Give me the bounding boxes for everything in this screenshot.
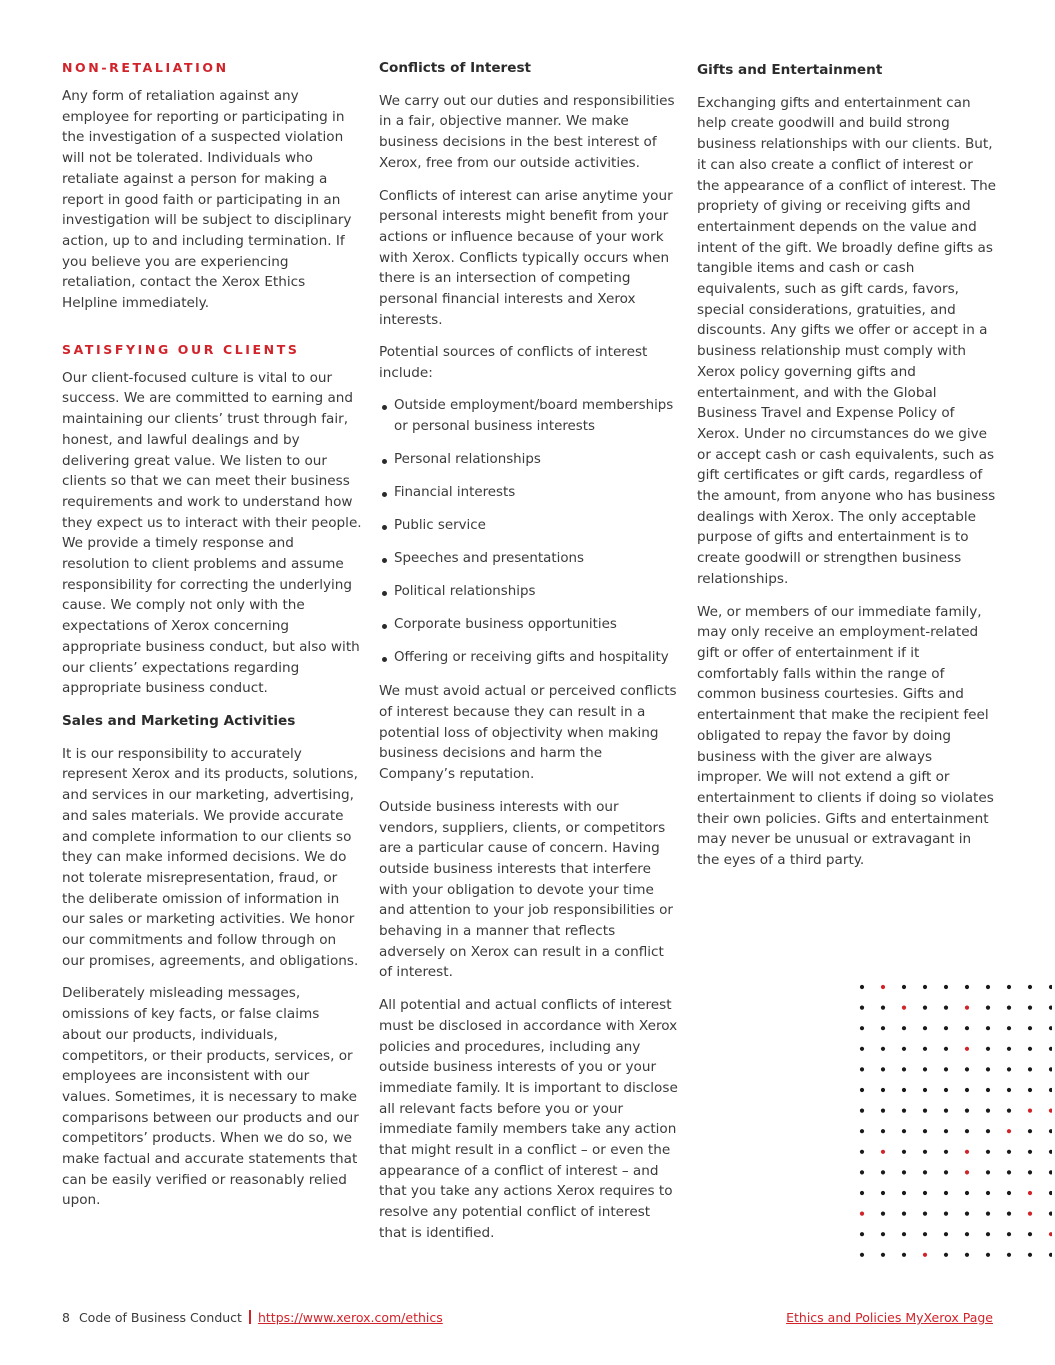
- dark-dot: [965, 1212, 969, 1216]
- dark-dot: [1049, 1067, 1052, 1071]
- dark-dot: [986, 1006, 990, 1010]
- dark-dot: [1028, 1129, 1032, 1133]
- dark-dot: [1007, 985, 1011, 989]
- dark-dot: [1049, 1212, 1052, 1216]
- dark-dot: [1007, 1191, 1011, 1195]
- list-item: Political relationships: [379, 582, 679, 603]
- dark-dot: [1028, 985, 1032, 989]
- dark-dot: [1028, 1047, 1032, 1051]
- list-item: Outside employment/board memberships or personal business interests: [379, 396, 679, 437]
- dark-dot: [881, 1067, 885, 1071]
- conflict-sources-list: [379, 396, 679, 669]
- list-item: Personal relationships: [379, 450, 679, 471]
- dark-dot: [881, 1170, 885, 1174]
- dark-dot: [944, 1067, 948, 1071]
- red-dot: [1007, 1129, 1011, 1133]
- footer-right: [786, 1309, 993, 1327]
- document-title: Code of Business Conduct: [78, 1310, 242, 1325]
- dark-dot: [965, 1191, 969, 1195]
- dark-dot: [1028, 1067, 1032, 1071]
- dark-dot: [944, 1232, 948, 1236]
- red-dot: [965, 1006, 969, 1010]
- dark-dot: [1028, 1006, 1032, 1010]
- dark-dot: [923, 1006, 927, 1010]
- dark-dot: [881, 1109, 885, 1113]
- dark-dot: [881, 1253, 885, 1257]
- dark-dot: [986, 1067, 990, 1071]
- footer-left: [62, 1309, 443, 1327]
- dark-dot: [902, 1232, 906, 1236]
- dark-dot: [902, 1170, 906, 1174]
- dark-dot: [860, 1109, 864, 1113]
- dark-dot: [986, 1191, 990, 1195]
- dark-dot: [986, 1047, 990, 1051]
- dark-dot: [986, 1170, 990, 1174]
- dark-dot: [860, 1129, 864, 1133]
- list-item: Public service: [379, 516, 679, 537]
- dark-dot: [944, 1006, 948, 1010]
- dark-dot: [944, 1170, 948, 1174]
- dark-dot: [1007, 1088, 1011, 1092]
- dark-dot: [965, 1129, 969, 1133]
- red-dot: [965, 1150, 969, 1154]
- satisfying-clients-paragraph: Our client-focused culture is vital to our success. We are committed to earning and maintaining our clients’ trust through fair, honest, and lawful dealings and by delivering great value. We listen to our clients so that we can meet their business requirements and work to understand how they expect us to interact with their people. We provide a timely response and resolution to client problems and assume responsibility for correcting the underlying cause. We comply not only with the expectations of Xerox concerning appropriate business conduct, but also with our clients’ expectations regarding appropriate business conduct.: [62, 369, 362, 697]
- dark-dot: [860, 1088, 864, 1092]
- dark-dot: [1049, 1006, 1052, 1010]
- dark-dot: [986, 1212, 990, 1216]
- red-dot: [965, 1170, 969, 1174]
- red-dot: [1028, 1212, 1032, 1216]
- dark-dot: [923, 1232, 927, 1236]
- dark-dot: [986, 985, 990, 989]
- dark-dot: [860, 1253, 864, 1257]
- dark-dot: [860, 985, 864, 989]
- footer-divider: [249, 1310, 251, 1324]
- dark-dot: [1007, 1253, 1011, 1257]
- dark-dot: [986, 1232, 990, 1236]
- list-item: Financial interests: [379, 483, 679, 504]
- dark-dot: [986, 1109, 990, 1113]
- dark-dot: [881, 1232, 885, 1236]
- dark-dot: [1028, 1150, 1032, 1154]
- conflicts-paragraph-1: We carry out our duties and responsibilities in a fair, objective manner. We make business decisions in the best interest of Xerox, free from our outside activities.: [379, 92, 675, 171]
- gifts-entertainment-heading: Gifts and Entertainment: [697, 62, 883, 78]
- dark-dot: [923, 1067, 927, 1071]
- dark-dot: [1049, 1026, 1052, 1030]
- dark-dot: [923, 1047, 927, 1051]
- sales-marketing-paragraph-2: Deliberately misleading messages, omissions of key facts, or false claims about our products, individuals, competitors, or their products, services, or employees are inconsistent with our values. Sometimes, it is necessary to make comparisons between our products and our competitors’ products. When we do so, we make factual and accurate statements that can be easily verified or reasonably relied upon.: [62, 985, 359, 1209]
- dark-dot: [860, 1191, 864, 1195]
- dark-dot: [860, 1026, 864, 1030]
- dark-dot: [923, 1129, 927, 1133]
- dark-dot: [923, 1088, 927, 1092]
- dark-dot: [944, 1150, 948, 1154]
- dark-dot: [1049, 1150, 1052, 1154]
- dark-dot: [860, 1150, 864, 1154]
- dark-dot: [1007, 1047, 1011, 1051]
- myxerox-page-link[interactable]: Ethics and Policies MyXerox Page: [786, 1310, 993, 1325]
- dark-dot: [1007, 1006, 1011, 1010]
- sales-marketing-heading: Sales and Marketing Activities: [62, 712, 296, 729]
- dark-dot: [881, 1047, 885, 1051]
- dark-dot: [1049, 985, 1052, 989]
- dark-dot: [986, 1253, 990, 1257]
- column-left: [62, 58, 362, 1223]
- conflicts-paragraph-4: We must avoid actual or perceived conflicts of interest because they can result in a potential loss of objectivity when making business decisions and harm the Company’s reputation.: [379, 683, 677, 783]
- red-dot: [1028, 1109, 1032, 1113]
- dark-dot: [1007, 1067, 1011, 1071]
- dark-dot: [1049, 1129, 1052, 1133]
- dark-dot: [944, 1191, 948, 1195]
- dark-dot: [1007, 1170, 1011, 1174]
- red-dot: [1049, 1109, 1052, 1113]
- dark-dot: [902, 1088, 906, 1092]
- red-dot: [1028, 1191, 1032, 1195]
- dark-dot: [902, 1150, 906, 1154]
- dark-dot: [1028, 1253, 1032, 1257]
- dark-dot: [965, 1253, 969, 1257]
- dark-dot: [986, 1150, 990, 1154]
- dark-dot: [923, 1170, 927, 1174]
- dark-dot: [881, 1026, 885, 1030]
- dark-dot: [902, 1191, 906, 1195]
- dark-dot: [944, 1026, 948, 1030]
- conflicts-of-interest-heading: Conflicts of Interest: [379, 60, 532, 76]
- dark-dot: [1049, 1191, 1052, 1195]
- list-item: Offering or receiving gifts and hospitality: [379, 648, 679, 669]
- dark-dot: [902, 1026, 906, 1030]
- column-middle: [379, 58, 679, 1256]
- ethics-url-link[interactable]: https://www.xerox.com/ethics: [257, 1310, 443, 1325]
- dark-dot: [881, 1088, 885, 1092]
- dark-dot: [1049, 1170, 1052, 1174]
- dark-dot: [1007, 1232, 1011, 1236]
- dark-dot: [1007, 1212, 1011, 1216]
- non-retaliation-heading: NON-RETALIATION: [62, 60, 229, 75]
- dark-dot: [965, 1026, 969, 1030]
- dark-dot: [965, 985, 969, 989]
- red-dot: [860, 1212, 864, 1216]
- dark-dot: [986, 1088, 990, 1092]
- dark-dot: [1028, 1170, 1032, 1174]
- list-item: Speeches and presentations: [379, 549, 679, 570]
- column-right: [697, 58, 997, 883]
- gifts-paragraph-2: We, or members of our immediate family, may only receive an employment-related gift or offer of entertainment if it comfortably falls within the range of common business courtesies. Gifts and entertainment that make the recipient feel obligated to repay the favor by doing business with the giver are always improper. We will not extend a gift or entertainment to clients if doing so violates their own policies. Gifts and entertainment may never be unusual or extravagant in the eyes of a third party.: [697, 603, 994, 869]
- satisfying-clients-heading: SATISFYING OUR CLIENTS: [62, 341, 300, 357]
- red-dot: [923, 1253, 927, 1257]
- dark-dot: [902, 1212, 906, 1216]
- red-dot: [881, 985, 885, 989]
- dark-dot: [944, 1047, 948, 1051]
- dark-dot: [1028, 1232, 1032, 1236]
- red-dot: [1049, 1232, 1052, 1236]
- decorative-dot-grid: [852, 978, 1052, 1263]
- dark-dot: [986, 1026, 990, 1030]
- dark-dot: [1028, 1088, 1032, 1092]
- dark-dot: [860, 1006, 864, 1010]
- dark-dot: [965, 1232, 969, 1236]
- red-dot: [881, 1150, 885, 1154]
- dark-dot: [902, 985, 906, 989]
- dark-dot: [1007, 1026, 1011, 1030]
- dark-dot: [860, 1232, 864, 1236]
- red-dot: [902, 1006, 906, 1010]
- dark-dot: [902, 1047, 906, 1051]
- dark-dot: [1049, 1253, 1052, 1257]
- dark-dot: [881, 1212, 885, 1216]
- dark-dot: [944, 1253, 948, 1257]
- dark-dot: [1049, 1088, 1052, 1092]
- dark-dot: [944, 1088, 948, 1092]
- conflicts-paragraph-5: Outside business interests with our vendors, suppliers, clients, or competitors are a particular cause of concern. Having outside business interests that interfere with your obligation to devote your time and attention to your job responsibilities or behaving in a manner that reflects adversely on Xerox can result in a conflict of interest.: [379, 798, 674, 981]
- dark-dot: [881, 1006, 885, 1010]
- dark-dot: [881, 1191, 885, 1195]
- dark-dot: [881, 1129, 885, 1133]
- dark-dot: [1049, 1047, 1052, 1051]
- dark-dot: [923, 1150, 927, 1154]
- dark-dot: [902, 1129, 906, 1133]
- sales-marketing-paragraph-1: It is our responsibility to accurately represent Xerox and its products, solutions, and services in our marketing, advertising, and sales materials. We provide accurate and complete information to our clients so they can make informed decisions. We do not tolerate misrepresentation, fraud, or the deliberate omission of information in our sales or marketing activities. We honor our commitments and follow through on our promises, agreements, and obligations.: [62, 745, 359, 969]
- conflicts-paragraph-2: Conflicts of interest can arise anytime your personal interests might benefit from your actions or influence because of your work with Xerox. Conflicts typically occurs when there is an intersection of competing personal financial interests and Xerox interests.: [379, 187, 673, 328]
- dark-dot: [923, 1026, 927, 1030]
- dark-dot: [965, 1067, 969, 1071]
- dark-dot: [944, 1109, 948, 1113]
- dark-dot: [965, 1109, 969, 1113]
- list-item: Corporate business opportunities: [379, 615, 679, 636]
- dark-dot: [902, 1109, 906, 1113]
- dark-dot: [860, 1067, 864, 1071]
- dark-dot: [902, 1253, 906, 1257]
- dark-dot: [860, 1170, 864, 1174]
- red-dot: [965, 1047, 969, 1051]
- dark-dot: [1007, 1150, 1011, 1154]
- dark-dot: [923, 1109, 927, 1113]
- dark-dot: [1007, 1109, 1011, 1113]
- dark-dot: [944, 1129, 948, 1133]
- dark-dot: [923, 1212, 927, 1216]
- dark-dot: [1028, 1026, 1032, 1030]
- dark-dot: [902, 1067, 906, 1071]
- dark-dot: [944, 985, 948, 989]
- gifts-paragraph-1: Exchanging gifts and entertainment can help create goodwill and build strong business relationships with our clients. But, it can also create a conflict of interest or the appearance of a conflict of interest. The propriety of giving or receiving gifts and entertainment depends on the value and intent of the gift. We broadly define gifts as tangible items and cash or cash equivalents, such as gift cards, favors, special considerations, gratuities, and discounts. Any gifts we offer or accept in a business relationship must comply with Xerox policy governing gifts and entertainment, and with the Global Business Travel and Expense Policy of Xerox. Under no circumstances do we give or accept cash or cash equivalents, such as gift certificates or gift cards, regardless of the amount, from anyone who has business dealings with Xerox. The only acceptable purpose of gifts and entertainment is to create goodwill or strengthen business relationships.: [697, 94, 997, 587]
- non-retaliation-paragraph: Any form of retaliation against any employee for reporting or participating in the investigation of a suspected violation will not be tolerated. Individuals who retaliate against a person for making a report in good faith or participating in an investigation will be subject to disciplinary action, up to and including termination. If you believe you are experiencing retaliation, contact the Xerox Ethics Helpline immediately.: [62, 88, 352, 312]
- conflicts-paragraph-6: All potential and actual conflicts of interest must be disclosed in accordance with Xerox policies and procedures, including any outside business interests of you or your immediate family. It is important to disclose all relevant facts before you or your immediate family members take any action that might result in a conflict – or even the appearance of a conflict of interest – and that you take any actions Xerox requires to resolve any potential conflict of interest that is identified.: [379, 997, 678, 1241]
- dark-dot: [860, 1047, 864, 1051]
- dark-dot: [986, 1129, 990, 1133]
- page-number: 8: [62, 1310, 70, 1325]
- dark-dot: [944, 1212, 948, 1216]
- conflicts-paragraph-3: Potential sources of conflicts of interest include:: [379, 344, 648, 382]
- dark-dot: [923, 985, 927, 989]
- dark-dot: [965, 1088, 969, 1092]
- dark-dot: [923, 1191, 927, 1195]
